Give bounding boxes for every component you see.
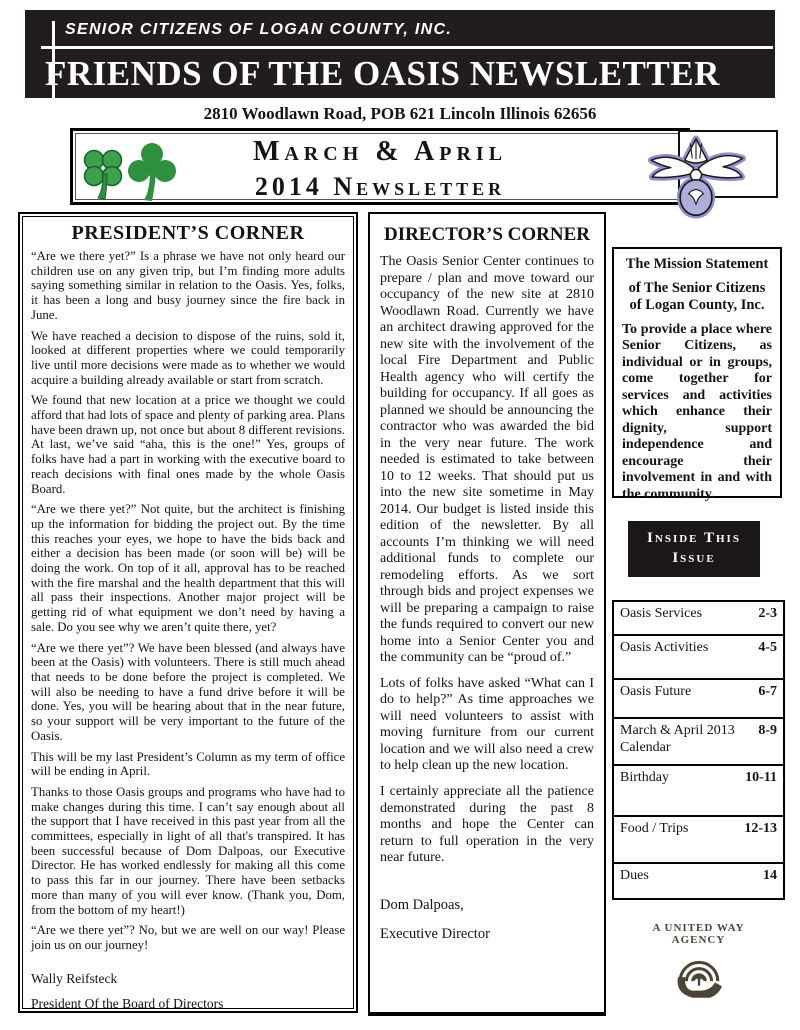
- address-line: 2810 Woodlawn Road, POB 621 Lincoln Illinois 62656: [203, 104, 597, 123]
- toc-pages: 4-5: [758, 640, 777, 655]
- mission-statement-box: [612, 247, 782, 502]
- toc-pages: 12-13: [744, 821, 777, 836]
- toc-label: Oasis Services: [620, 606, 703, 621]
- toc-label: March & April 2013 Calendar: [620, 723, 735, 755]
- toc-row: [614, 766, 783, 817]
- united-way-block: [612, 922, 785, 1005]
- presidents-corner-signature: [31, 971, 345, 1012]
- paragraph: “Are we there yet”? We have been blessed (and always have been at the Oasis) with volunteers. There is still much ahead that needs to be done before the project is completed. We will also be needing to have a fund drive before it will be done. Yes, you will be hearing about that in the near future, so your support will be very important to the future of the Oasis.: [31, 640, 345, 743]
- toc-label: Dues: [620, 868, 649, 883]
- paragraph: We found that new location at a price we thought we could afford that had lots of space and plenty of parking area. Plans have been drawn up, not once but about 8 different revisions. At last, we’ve said “aha, this is the one!” Yes, groups of folks have had a part in working with the executive board to reach decisions with final ones made by the whole Oasis Board.: [31, 393, 345, 496]
- inside-this-issue-header: Inside This Issue: [628, 521, 760, 577]
- united-way-line1: A UNITED WAY: [652, 922, 745, 934]
- directors-corner-body: [380, 254, 594, 867]
- issue-year: 2014 Newsletter: [254, 172, 506, 201]
- mission-heading-1: The Mission Statement: [625, 256, 769, 272]
- shamrock-icons: [76, 138, 178, 202]
- mission-body: To provide a place where Senior Citizens, as individual or in groups, come together for services and activities which enhance their dignity, support independence and encourage their involvement in and with the community.: [622, 321, 772, 502]
- four-leaf-clover-icon: [85, 151, 122, 200]
- newsletter-title: FRIENDS OF THE OASIS NEWSLETTER: [45, 54, 720, 93]
- toc-row: [614, 719, 783, 766]
- paragraph: “Are we there yet”? No, but we are well on our way! Please join us on our journey!: [31, 923, 345, 952]
- signature-name: Wally Reifsteck: [31, 970, 118, 986]
- toc-row: [614, 602, 783, 636]
- toc-pages: 6-7: [758, 684, 777, 699]
- toc-pages: 2-3: [758, 606, 777, 621]
- united-way-logo-icon: [670, 948, 728, 1000]
- paragraph: We have reached a decision to dispose of the ruins, sold it, looked at different properties where we could temporarily live until more decisions were made as to whether we would acquire a building already available or start from scratch.: [31, 328, 345, 387]
- organization-name: SENIOR CITIZENS OF LOGAN COUNTY, INC.: [65, 21, 453, 38]
- paragraph: “Are we there yet?” Not quite, but the architect is finishing up the information for bidding the project out. By the time this reaches your eyes, we hope to have the bids back and either a decision has been made (or soon will be) will be doing the work. On top of it all, approval has to be reached with the fire marshal and the health department that this will all pass their inspections. Another major project will be getting rid of what equipment we don’t need by having a sale. Do you see why we aren’t quite there, yet?: [31, 502, 345, 634]
- presidents-corner-body: [31, 249, 345, 953]
- presidents-corner-title: PRESIDENT’S CORNER: [71, 222, 305, 244]
- paragraph: Thanks to those Oasis groups and programs who have had to make changes during this time. I can’t say enough about all the support that I have received in this past year from all the committees, especially in light of all that's transpired. It has been successful because of Dom Dalpoas, our Executive Director. He has worked endlessly for making all this come to pass this far in our journey. There have been setbacks more than many of you will ever know. (Thank you, Dom, from the bottom of my heart!): [31, 784, 345, 917]
- paragraph: Lots of folks have asked “What can I do to help?” As time approaches we will need volunteers to assist with moving furniture from our current location and we will also need a crew to help clean up the new location.: [380, 675, 594, 774]
- toc-label: Oasis Future: [620, 684, 692, 699]
- united-way-line2: AGENCY: [671, 934, 726, 946]
- table-of-contents: [612, 600, 785, 900]
- directors-corner-signature: [380, 897, 594, 943]
- signature-name: Dom Dalpoas,: [380, 896, 464, 913]
- toc-label: Oasis Activities: [620, 640, 709, 655]
- masthead-bar: [25, 10, 775, 98]
- paragraph: “Are we there yet?” Is a phrase we have not only heard our children use on any given trip, but I’m finding more adults saying something similar in relation to the Oasis. Yes, folks, it has been a long and busy journey since the fire back in June.: [31, 249, 345, 322]
- toc-row: [614, 636, 783, 680]
- dove-icon: [640, 135, 752, 219]
- toc-row: [614, 817, 783, 864]
- directors-corner-section: [368, 212, 606, 1016]
- toc-pages: 8-9: [758, 723, 777, 738]
- directors-corner-title: DIRECTOR’S CORNER: [383, 224, 591, 245]
- mission-heading-2: of The Senior Citizens of Logan County, Inc.: [628, 280, 766, 314]
- toc-row: [614, 680, 783, 719]
- presidents-corner-section: [18, 212, 358, 1013]
- toc-pages: 10-11: [745, 770, 777, 785]
- toc-label: Food / Trips: [620, 821, 689, 836]
- toc-label: Birthday: [620, 770, 669, 785]
- signature-role: President Of the Board of Directors: [31, 995, 224, 1011]
- signature-role: Executive Director: [380, 925, 490, 942]
- issue-months: March & April: [252, 136, 508, 167]
- paragraph: I certainly appreciate all the patience demonstrated during the past 8 months and hope the Center can return to full operation in the very near future.: [380, 783, 594, 866]
- paragraph: This will be my last President’s Column as my term of office will be ending in April.: [31, 749, 345, 779]
- shamrock-icon: [128, 143, 176, 201]
- masthead-horizontal-rule: [41, 46, 773, 49]
- paragraph: The Oasis Senior Center continues to prepare / plan and move toward our occupancy of the new site at 2810 Woodlawn Road. Currently we have an architect drawing approved for the new site with the involvement of the local Fire Department and Public Health agency who will certify the building for occupancy. If all goes as planned we should be announcing the contractor who was awarded the bid in the very near future. The work needed is estimated to take between 10 to 12 weeks. That should put us into the new site sometime in May 2014. Our budget is listed inside this edition of the newsletter. By all accounts I’m thinking we will need additional funds to complete our remodeling efforts. As we sort through bids and project expenses we will be preparing a campaign to raise the funds required to convert our new home into a Senior Center you and the community can be “proud of.”: [380, 254, 594, 666]
- toc-pages: 14: [763, 868, 777, 883]
- toc-row: [614, 864, 783, 902]
